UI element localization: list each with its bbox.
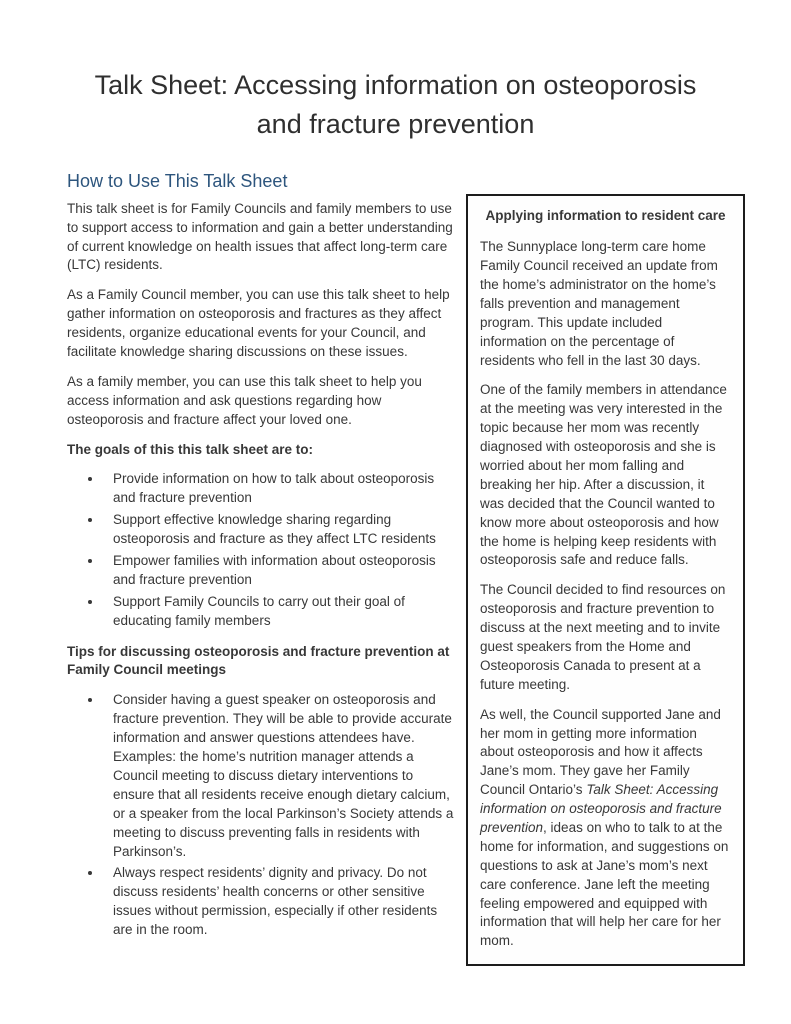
main-column [67, 170, 457, 952]
goals-list-item: • Support effective knowledge sharing regarding osteoporosis and fracture as they affect LTC residents [103, 511, 457, 549]
tips-list [67, 691, 457, 940]
intro-paragraph-2: As a Family Council member, you can use this talk sheet to help gather information on osteoporosis and fractures as they affect residents, organize educational events for your Council, and facilitate knowledge sharing discussions on these issues. [67, 287, 450, 360]
case-study-box [466, 194, 745, 966]
tips-list-item: • Consider having a guest speaker on osteoporosis and fracture prevention. They will be able to provide accurate information and answer questions attendees have. Examples: the home’s nutrition manager attends a Council meeting to discuss dietary interventions to ensure that all residents receive enough dietary calcium, or a speaker from the local Parkinson’s Society attends a meeting to discuss preventing falls in residents with Parkinson’s. [103, 691, 457, 861]
goals-list [67, 470, 457, 630]
goals-heading: The goals of this this talk sheet are to: [67, 441, 314, 457]
goals-list-item: • Provide information on how to talk about osteoporosis and fracture prevention [103, 470, 457, 508]
case-study-paragraph-3: The Council decided to find resources on osteoporosis and fracture prevention to discuss at the next meeting and to invite guest speakers from the Home and Osteoporosis Canada to present at a future meeting. [480, 582, 726, 692]
case-study-box-heading: Applying information to resident care [485, 208, 726, 224]
document-reference-title: Talk Sheet: Accessing information on osteoporosis and fracture prevention [480, 782, 722, 835]
paragraph-text-pre: As well, the Council supported Jane and her mom in getting more information about osteoporosis and how it affects Jane’s mom. They gave her Family Council Ontario’s [480, 706, 721, 798]
section-heading-how-to-use: How to Use This Talk Sheet [67, 171, 288, 192]
case-study-paragraph-4 [480, 706, 731, 952]
document-title: Talk Sheet: Accessing information on osteoporosis and fracture prevention [94, 70, 697, 140]
intro-paragraph-3: As a family member, you can use this talk sheet to help you access information and ask questions regarding how osteoporosis and fracture affect your loved one. [67, 373, 422, 427]
intro-paragraph-1: This talk sheet is for Family Councils and family members to use to support access to information and gain a better understanding of current knowledge on health issues that affect long-term care (LTC) residents. [67, 200, 453, 273]
case-study-paragraph-1: The Sunnyplace long-term care home Family Council received an update from the home’s administrator on the home’s falls prevention and management program. This update included information on the percentage of residents who fell in the last 30 days. [480, 239, 718, 368]
tips-list-item: • Always respect residents’ dignity and privacy. Do not discuss residents’ health concerns or other sensitive issues without permission, especially if other residents are in the room. [103, 864, 457, 940]
case-study-paragraph-2: One of the family members in attendance at the meeting was very interested in the topic because her mom was recently diagnosed with osteoporosis and she is worried about her mom falling and breaking her hip. After a discussion, it was decided that the Council wanted to know more about osteoporosis and how the home is helping keep residents with osteoporosis safe and reduce falls. [480, 382, 727, 568]
paragraph-text-post: , ideas on who to talk to at the home for information, and suggestions on questions to ask at Jane’s mom’s next care conference. Jane left the meeting feeling empowered and equipped with information that will help her care for her mom. [480, 820, 729, 949]
tips-heading: Tips for discussing osteoporosis and fracture prevention at Family Council meetings [67, 643, 450, 678]
goals-list-item: • Empower families with information about osteoporosis and fracture prevention [103, 552, 457, 590]
content-columns [0, 170, 791, 966]
goals-list-item: • Support Family Councils to carry out their goal of educating family members [103, 593, 457, 631]
